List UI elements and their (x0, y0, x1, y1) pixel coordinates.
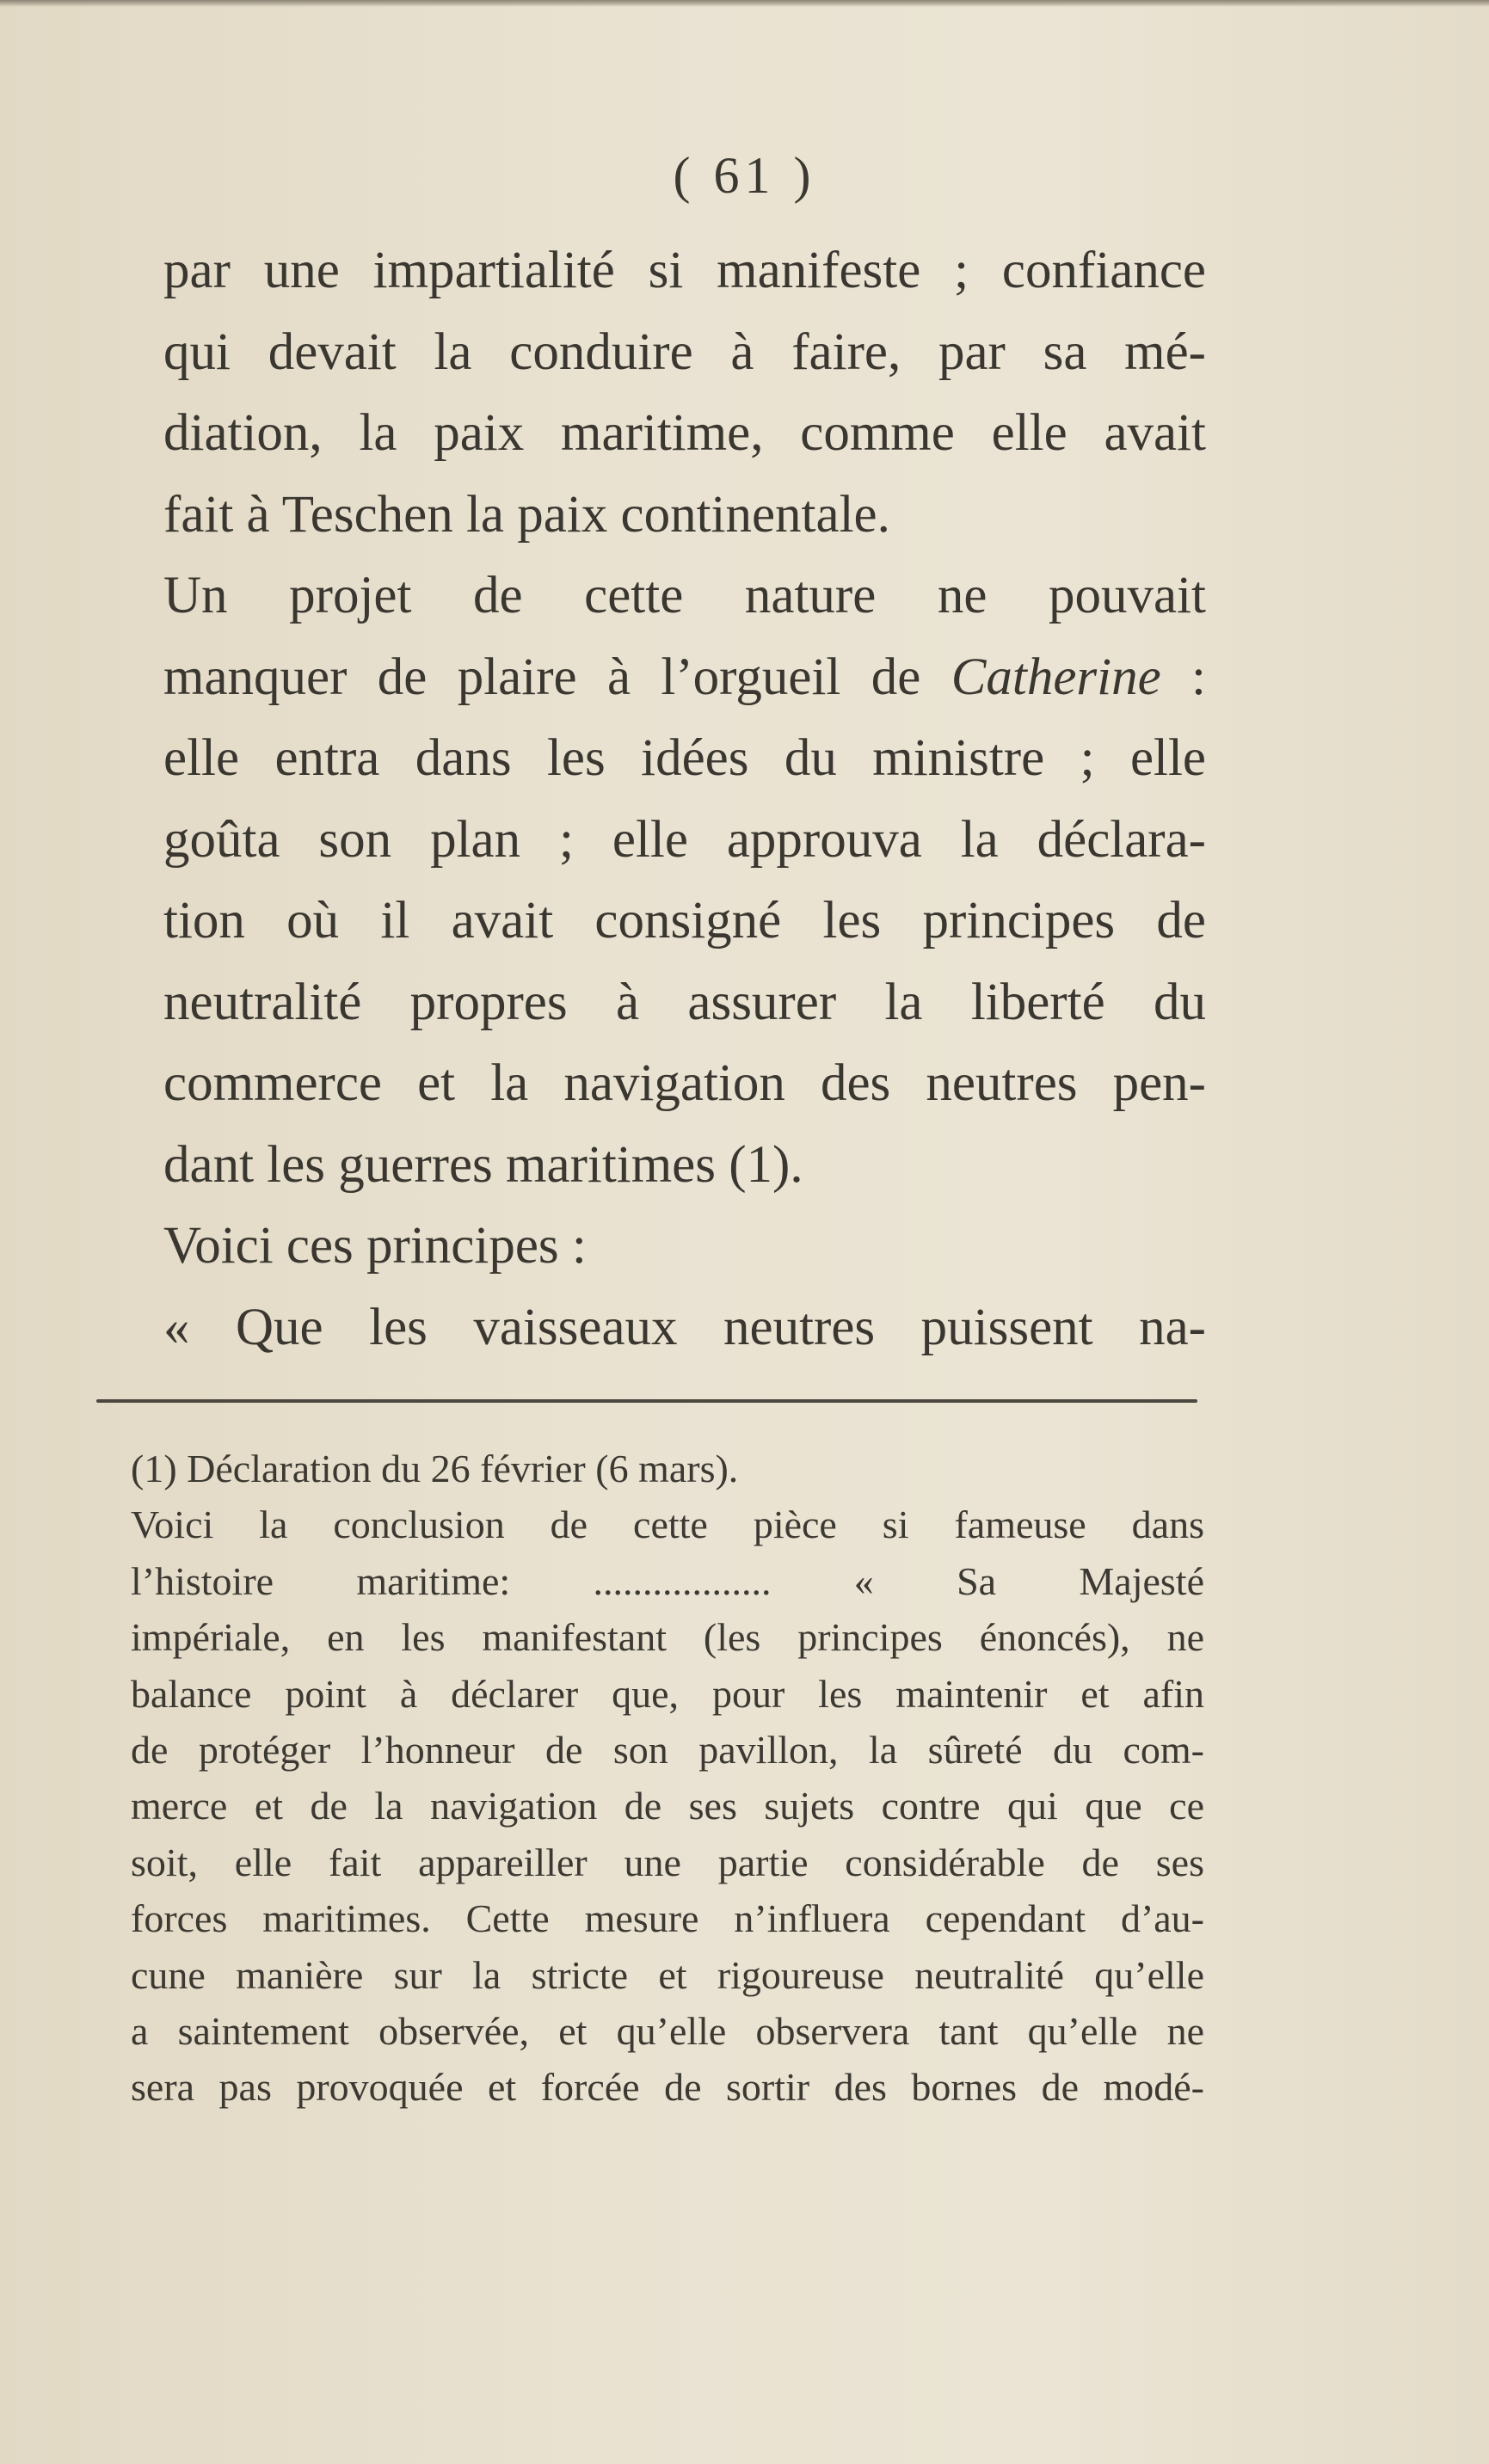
text-line: qui devait la conduire à faire, par sa mé- (163, 323, 1206, 381)
footnote-line: a saintement observée, et qu’elle observera tant qu’elle ne (131, 2008, 1204, 2053)
text-line: elle entra dans les idées du ministre ; elle (163, 729, 1206, 787)
text-line: « Que les vaisseaux neutres puissent na- (163, 1298, 1206, 1356)
text-line: fait à Teschen la paix continentale. (163, 485, 890, 544)
page-top-edge (0, 0, 1489, 7)
text-line: neutralité propres à assurer la liberté du (163, 973, 1206, 1031)
footnote-line: cune manière sur la stricte et rigoureuse neutralité qu’elle (131, 1952, 1204, 1997)
footnote-line: soit, elle fait appareiller une partie considérable de ses (131, 1840, 1204, 1884)
text-line: par une impartialité si manifeste ; confiance (163, 242, 1206, 299)
footnote-line: forces maritimes. Cette mesure n’influera cependant d’au- (131, 1896, 1204, 1941)
footnote-line: (1) Déclaration du 26 février (6 mars). (131, 1447, 739, 1490)
text-line: commerce et la navigation des neutres pen- (163, 1054, 1206, 1112)
footnote (131, 1441, 1204, 2116)
footnote-rule (96, 1399, 1197, 1403)
footnote-line: balance point à déclarer que, pour les maintenir et afin (131, 1671, 1204, 1716)
page-number: ( 61 ) (673, 147, 816, 204)
italic-name: Catherine (951, 648, 1161, 706)
footnote-line: merce et de la navigation de ses sujets contre qui que ce (131, 1784, 1204, 1828)
footnote-line: impériale, en les manifestant (les principes énoncés), ne (131, 1615, 1204, 1660)
footnote-line: l’histoire maritime: .................. « Sa Majesté (131, 1558, 1204, 1603)
footnote-line: sera pas provoquée et forcée de sortir des bornes de modé- (131, 2065, 1204, 2110)
text-line: dant les guerres maritimes (1). (163, 1135, 803, 1194)
text-line: manquer de plaire à l’orgueil de Catherine : (163, 648, 1206, 706)
text-line: Voici ces principes : (163, 1217, 587, 1275)
text-line: Un projet de cette nature ne pouvait (163, 567, 1206, 624)
text-line: tion où il avait consigné les principes de (163, 892, 1206, 949)
footnote-line: Voici la conclusion de cette pièce si fameuse dans (131, 1502, 1204, 1547)
text-line: diation, la paix maritime, comme elle avait (163, 404, 1206, 462)
text-line: goûta son plan ; elle approuva la déclara- (163, 810, 1206, 869)
main-text (163, 230, 1206, 1368)
footnote-line: de protéger l’honneur de son pavillon, la sûreté du com- (131, 1727, 1204, 1772)
